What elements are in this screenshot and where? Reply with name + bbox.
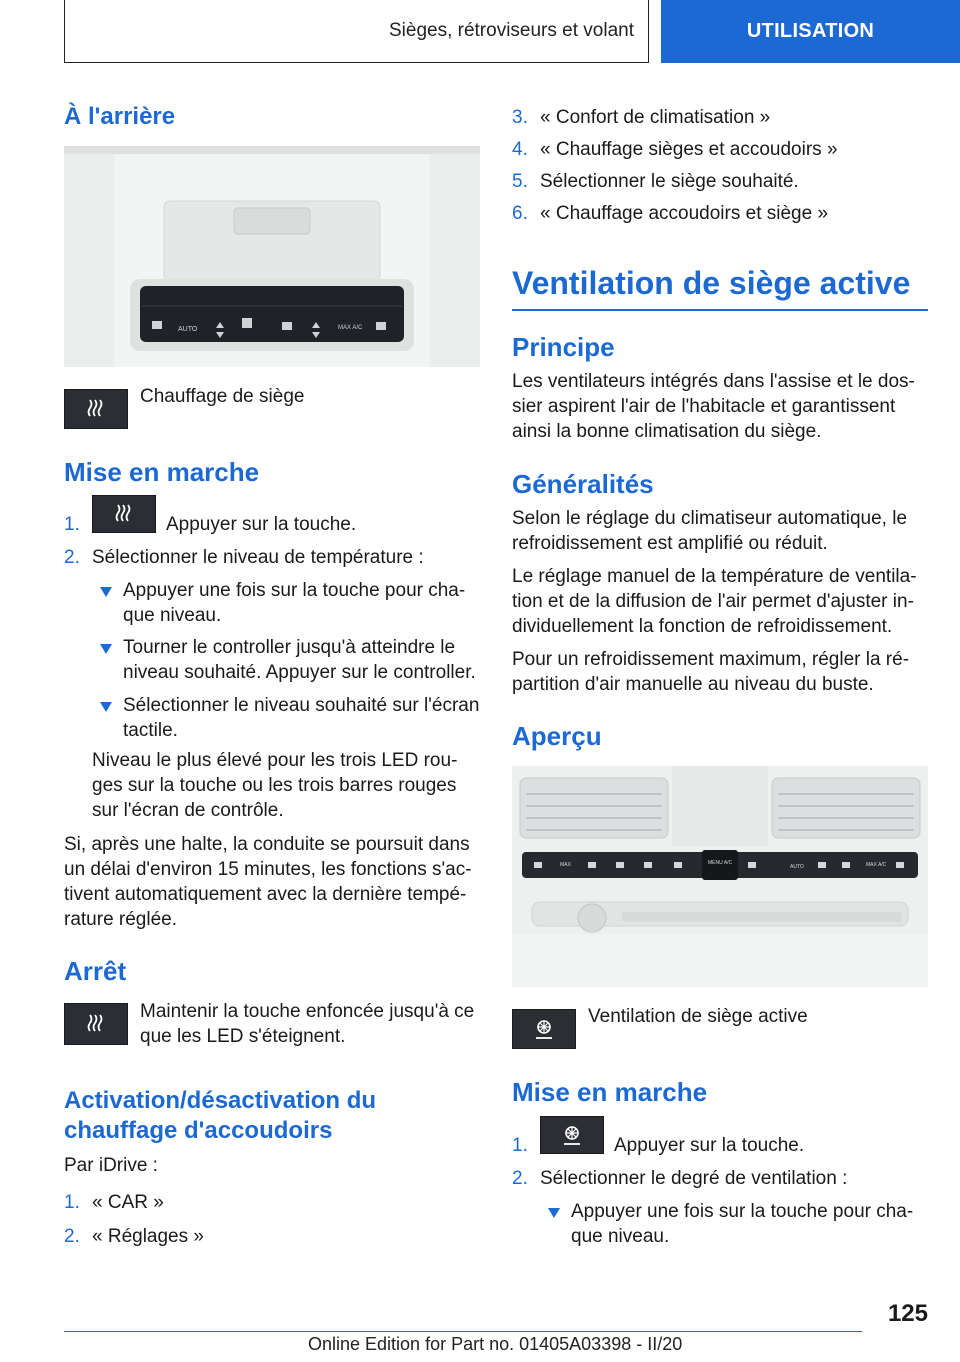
rear-climate-panel-photo [64,146,480,367]
text-line: Selon le réglage du climatiseur automatique, le [512,508,908,529]
bullet-line: Sélectionner le niveau souhaité sur l'écran [123,695,480,716]
text-line: partition d'air manuelle au niveau du buste. [512,674,874,695]
bullet-line: que niveau. [571,1226,670,1247]
footer-divider [64,1331,862,1332]
note-line: Si, après une halte, la conduite se poursuit dans [64,834,470,855]
bullet-triangle-icon [100,587,112,597]
bullet-line: que niveau. [123,605,222,626]
seat-heating-icon [83,1012,109,1036]
front-panel-max-ac-label: MAX A/C [866,862,887,868]
step-text: Sélectionner le degré de ventilation : [540,1168,848,1189]
running-header-section [64,0,649,63]
bullet-triangle-icon [100,702,112,712]
seat-heating-icon [111,502,137,526]
step-number: 1. [512,1135,528,1156]
bullet-text [123,635,476,685]
front-panel-illustration [512,766,928,987]
text-line: refroidissement est amplifié ou réduit. [512,533,828,554]
text-line: Le réglage manuel de la température de ventila- [512,566,917,587]
note-line: tivent automatiquement avec la dernière tempé- [64,884,467,905]
rear-panel-max-label: MAX A/C [338,325,363,331]
step-text: « Réglages » [92,1226,204,1247]
text-line: ainsi la bonne climatisation du siège. [512,421,822,442]
step-number: 5. [512,171,528,192]
step-text: « Chauffage sièges et accoudoirs » [540,139,838,160]
step-text: « Chauffage accoudoirs et siège » [540,203,829,224]
heading-off: Arrêt [64,956,127,986]
heading-switch-on: Mise en marche [64,457,260,487]
bullet-triangle-icon [100,644,112,654]
step-number: 1. [64,1192,80,1213]
idrive-label: Par iDrive : [64,1155,158,1176]
note-line: sur l'écran de contrôle. [92,800,284,821]
ventilation-caption: Ventilation de siège active [588,1006,808,1027]
seat-ventilation-icon [531,1017,557,1041]
section-title: Ventilation de siège active [512,263,928,311]
level-note [92,748,457,823]
bullet-line: Tourner le controller jusqu'à atteindre le [123,637,456,658]
note-line: un délai d'environ 15 minutes, les fonctions s'ac- [64,859,472,880]
footer-edition: Online Edition for Part no. 01405A03398 - II/20 [308,1334,683,1354]
front-panel-max-label: MAX [560,862,571,868]
seat-heating-caption: Chauffage de siège [140,386,305,407]
front-panel-menu-label: MENU A/C [708,860,733,866]
off-line: Maintenir la touche enfoncée jusqu'à ce [140,1001,475,1022]
bullet-line: Appuyer une fois sur la touche pour cha- [123,580,466,601]
step-text: « CAR » [92,1192,164,1213]
heading-overview: Aperçu [512,721,602,751]
header-section-title: Sièges, rétroviseurs et volant [388,20,634,41]
bullet-text [123,693,479,743]
seat-heating-key-icon [64,1003,128,1045]
heading-line: chauffage d'accoudoirs [64,1117,333,1144]
off-line: que les LED s'éteignent. [140,1026,346,1047]
seat-ventilation-key-icon [512,1009,576,1049]
heading-principle: Principe [512,332,615,362]
seat-heating-key-icon [92,495,156,533]
bullet-text [571,1199,913,1249]
step-text: Appuyer sur la touche. [166,514,357,535]
seat-heating-key-icon [64,389,128,429]
step-number: 6. [512,203,528,224]
step-text: Sélectionner le niveau de température : [92,547,424,568]
seat-ventilation-key-icon [540,1116,604,1154]
general-text-1 [512,506,907,556]
heading-rear: À l'arrière [64,103,176,130]
off-text [140,999,474,1049]
step-number: 1. [64,514,80,535]
step-number: 2. [64,1226,80,1247]
text-line: tion et de la diffusion de l'air permet d'ajuster in- [512,591,914,612]
bullet-line: Appuyer une fois sur la touche pour cha- [571,1201,914,1222]
step-number: 3. [512,107,528,128]
text-line: Les ventilateurs intégrés dans l'assise et le dos- [512,371,915,392]
note-line: Niveau le plus élevé pour les trois LED rou- [92,750,458,771]
general-text-2 [512,564,917,639]
text-line: Pour un refroidissement maximum, régler la ré- [512,649,910,670]
bullet-triangle-icon [548,1208,560,1218]
seat-ventilation-icon [559,1123,585,1147]
front-climate-panel-photo [512,766,928,987]
page-number: 125 [887,1300,928,1327]
step-text: Appuyer sur la touche. [614,1135,805,1156]
bullet-text [123,578,465,628]
seat-heating-icon [83,397,109,421]
note-line: ges sur la touche ou les trois barres rouges [92,775,457,796]
text-line: dividuellement la fonction de refroidissement. [512,616,893,637]
step-number: 2. [512,1168,528,1189]
step-number: 2. [64,547,80,568]
rear-panel-illustration [64,146,480,367]
vent-step-1 [512,1133,928,1159]
heading-armrest [64,1086,376,1146]
running-header-chapter [661,0,960,63]
bullet-line: tactile. [123,720,178,741]
step-text: Sélectionner le siège souhaité. [540,171,799,192]
resume-note [64,832,472,932]
step-number: 4. [512,139,528,160]
rear-panel-auto-label: AUTO [178,326,198,333]
header-chapter-title: UTILISATION [746,20,875,42]
step-text: « Confort de climatisation » [540,107,771,128]
heading-general: Généralités [512,469,654,499]
heading-line: Activation/désactivation du [64,1087,377,1114]
bullet-line: niveau souhaité. Appuyer sur le controller. [123,662,476,683]
principle-text [512,369,915,444]
note-line: rature réglée. [64,909,178,930]
step-1 [64,512,480,538]
general-text-3 [512,647,909,697]
text-line: sier aspirent l'air de l'habitacle et garantissent [512,396,896,417]
front-panel-auto-label: AUTO [790,864,804,870]
heading-switch-on-ventilation: Mise en marche [512,1077,708,1107]
